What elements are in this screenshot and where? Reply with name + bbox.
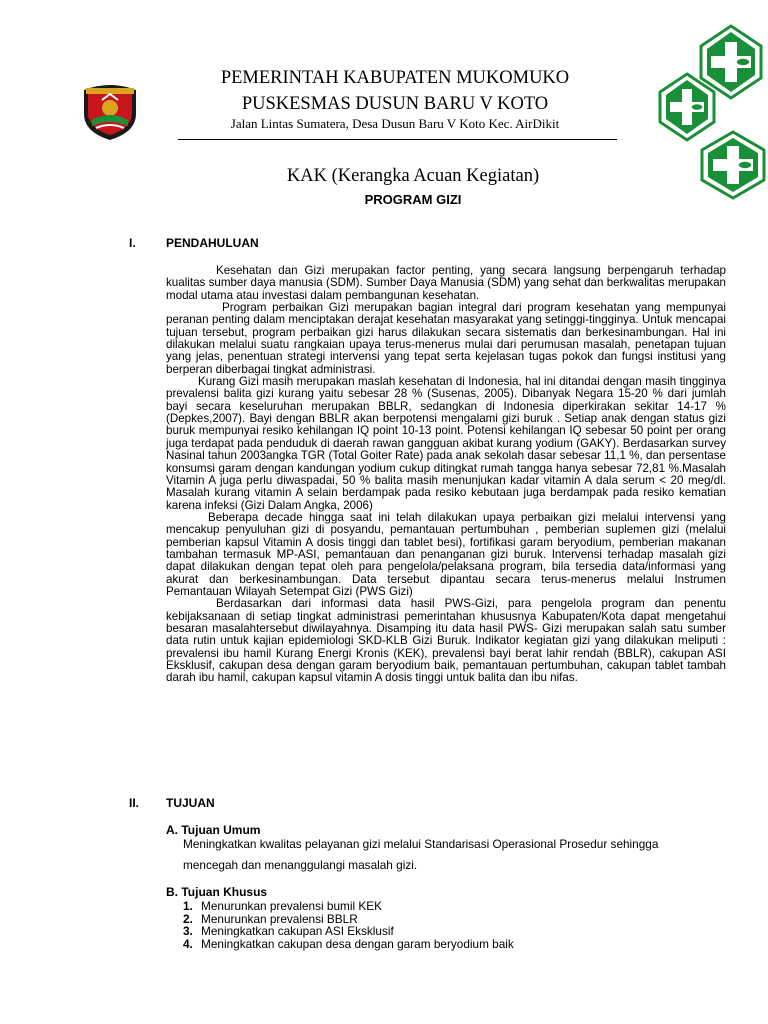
list-item: 4. Meningkatkan cakupan desa dengan garam beryodium baik (183, 936, 514, 951)
section-title: PENDAHULUAN (166, 236, 259, 250)
paragraph: Beberapa decade hingga saat ini telah dilakukan upaya perbaikan gizi melalui intervensi yang mencakup penyuluhan gizi di posyandu, pemantauan pertumbuhan , pemberian suplemen gizi (melalui pemberian kapsul Vitamin A dosis tinggi dan tablet besi), fortifikasi garam beryodium, pemberian makanan tambahan termasuk MP-ASI, pemantauan dan penanganan gizi buruk. Intervensi terhadap masalah gizi dapat dilakukan dengan tepat oleh para pengelola/pelaksana program, bila tersedia data/informasi yang akurat dan berkesinambungan. Data tersebut dipantau secara terus-menerus melalui Instrumen Pemantauan Wilayah Setempat Gizi (PWS Gizi) (166, 510, 726, 598)
paragraph: Kurang Gizi masih merupakan maslah kesehatan di Indonesia, hal ini ditandai dengan masih tingginya prevalensi balita gizi kurang yaitu sebesar 28 % (Susenas, 2005). Dibanyak Negara 15-20 % dari jumlah bayi secara keseluruhan merupakan BBLR, sedangkan di Indonesia diperkirakan sekitar 14-17 % (Depkes,2007). Bayi dengan BBLR akan berpotensi mengalami gizi buruk . Setiap anak dengan status gizi buruk mempunyai resiko kehilangan IQ point 10-13 point. Potensi kehilangan IQ sebesar 50 point per orang juga terdapat pada penduduk di daerah rawan gangguan akibat kurang yodium (GAKY). Berdasarkan survey Nasinal tahun 2003angka TGR (Total Goiter Rate) pada anak sekolah dasar sebesar 11,1 %, dan persentase konsumsi garam dengan kandungan yodium cukup ditingkat rumah tangga hanya sebesar 72,81 %.Masalah Vitamin A juga perlu diwaspadai, 50 % balita masih menunjukan kadar vitamin A dala serum < 20 meg/dl. Masalah kurang vitamin A selain berdampak pada resiko kebutaan juga berdampak pada resiko kematian karena infeksi (Gizi Dalam Angka, 2006) (166, 375, 726, 512)
section-title: TUJUAN (166, 796, 215, 810)
subheading-tujuan-umum: A. Tujuan Umum (166, 823, 261, 837)
header-government: PEMERINTAH KABUPATEN MUKOMUKO (220, 68, 570, 88)
tujuan-umum-line: Meningkatkan kwalitas pelayanan gizi melalui Standarisasi Operasional Prosedur sehingga (183, 837, 659, 851)
puskesmas-logo-icon (698, 130, 768, 200)
subheading-tujuan-khusus: B. Tujuan Khusus (166, 885, 268, 899)
list-item: 2. Menurunkan prevalensi BBLR (183, 911, 358, 926)
document-title: KAK (Kerangka Acuan Kegiatan) (286, 166, 540, 186)
section-number: II. (129, 796, 140, 810)
header-divider (178, 139, 617, 140)
section-body-pendahuluan (166, 265, 726, 685)
paragraph: Program perbaikan Gizi merupakan bagian integral dari program kesehatan yang mempunyai peranan penting dalam menciptakan derajat kesehatan masyarakat yang setinggi-tingginya. Untuk mencapai tujuan tersebut, program perbaikan gizi harus dilakukan secara sistematis dan berkesinambungan. Hal ini dilakukan melalui suatu rangkaian upaya terus-menerus mulai dari perumusan masalah, penetapan tujuan yang jelas, penentuan strategi intervensi yang tepat serta kejelasan tugas pokok dan fungsi institusi yang berperan diberbagai tingkat administrasi. (166, 301, 726, 376)
section-number: I. (129, 236, 136, 250)
document-subtitle: PROGRAM GIZI (364, 192, 462, 207)
paragraph: Kesehatan dan Gizi merupakan factor penting, yang secara langsung berpengaruh terhadap kualitas sumber daya manusia (SDM). Sumber Daya Manusia (SDM) yang sehat dan berkwalitas merupakan modal utama atau investasi dalam pembangunan kesehatan. (166, 264, 726, 302)
tujuan-khusus-list (183, 900, 514, 950)
header-address: Jalan Lintas Sumatera, Desa Dusun Baru V Koto Kec. AirDikit (230, 116, 560, 131)
kabupaten-emblem-icon (78, 80, 142, 142)
tujuan-umum-line: mencegah dan menanggulangi masalah gizi. (183, 858, 418, 872)
header-puskesmas: PUSKESMAS DUSUN BARU V KOTO (241, 94, 549, 114)
list-item: 1. Menurunkan prevalensi bumil KEK (183, 899, 382, 913)
list-item: 3. Meningkatkan cakupan ASI Eksklusif (183, 924, 394, 939)
paragraph: Berdasarkan dari informasi data hasil PWS-Gizi, para pengelola program dan penentu kebijaksanaan di setiap tingkat administrasi pemerintahan khususnya Kabupaten/Kota dapat mengetahui besaran masalahtersebut diwilayahnya. Disamping itu data hasil PWS- Gizi merupakan salah satu sumber data rutin untuk kajian epidemiologi SKD-KLB Gizi Buruk. Indikator kegiatan gizi yang dilakukan meliputi : prevalensi ibu hamil Kurang Energi Kronis (KEK), prevalensi bayi berat lahir rendah (BBLR), cakupan ASI Eksklusif, cakupan desa dengan garam beryodium baik, pemantauan pertumbuhan, cakupan tablet tambah darah ibu hamil, cakupan kapsul vitamin A dosis tinggi untuk balita dan ibu nifas. (166, 597, 726, 685)
